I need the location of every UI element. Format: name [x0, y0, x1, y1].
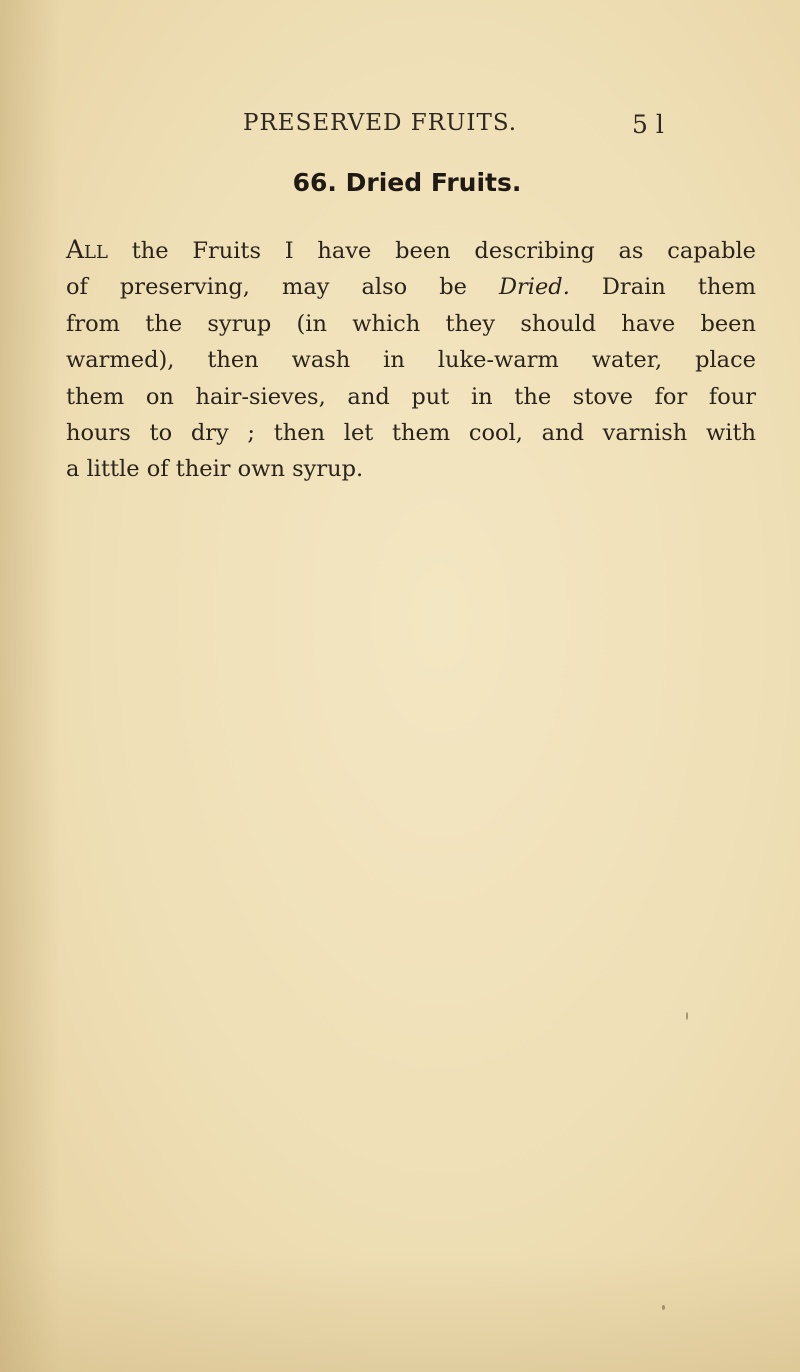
page-bottom-shade [0, 1252, 800, 1372]
running-head [0, 110, 800, 144]
line-2-before: of preserving, may also be [66, 274, 499, 301]
running-title: PRESERVED FRUITS. [243, 110, 518, 136]
recipe-paragraph [66, 232, 756, 488]
text-line-7: a little of their own syrup. [66, 456, 364, 483]
text-line-4: warmed), then wash in luke-warm water, place [66, 347, 756, 374]
line-2-after: Drain them [569, 274, 757, 301]
paper-speck [686, 1012, 688, 1020]
page-gutter-shadow [0, 0, 60, 1372]
italic-dried: Dried. [498, 274, 570, 301]
line-1-text: the Fruits I have been describing as capable [107, 238, 756, 264]
text-line-6: hours to dry ; then let them cool, and varnish with [66, 420, 756, 447]
text-line-5: them on hair-sieves, and put in the stove for four [66, 383, 756, 410]
page-number: 5 l [632, 110, 664, 139]
text-line-1 [66, 232, 756, 269]
text-line-3: from the syrup (in which they should have been [66, 310, 756, 337]
opening-word: All [66, 235, 108, 264]
section-heading: 66. Dried Fruits. [292, 168, 522, 197]
text-line-2 [66, 269, 756, 305]
paper-speck [662, 1305, 665, 1310]
